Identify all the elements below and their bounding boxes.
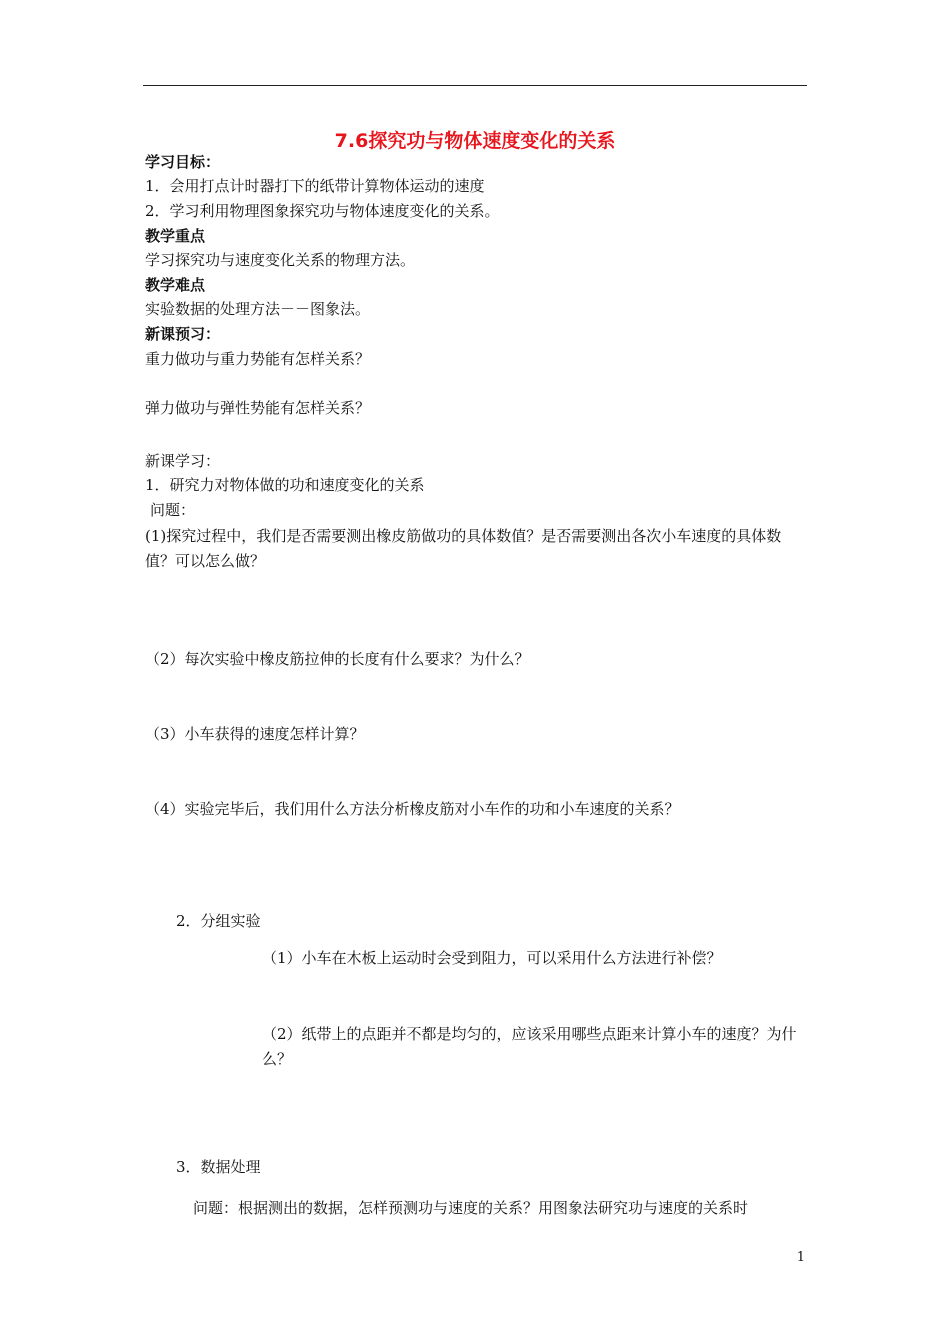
- section-1-heading: 1．研究力对物体做的功和速度变化的关系: [145, 476, 425, 494]
- question-label: 问题：: [150, 501, 196, 519]
- preview-question: 重力做功与重力势能有怎样关系？: [145, 350, 371, 368]
- key-point-heading: 教学重点: [145, 227, 206, 245]
- difficulty-heading: 教学难点: [145, 276, 206, 294]
- page-title: 7.6探究功与物体速度变化的关系: [334, 130, 616, 152]
- page-number: 1: [796, 1250, 805, 1265]
- key-point-text: 学习探究功与速度变化关系的物理方法。: [145, 251, 416, 269]
- study-heading: 新课学习：: [145, 452, 221, 470]
- data-processing-question: 问题：根据测出的数据，怎样预测功与速度的关系？用图象法研究功与速度的关系时: [193, 1199, 749, 1217]
- study-question-2: （2）每次实验中橡皮筋拉伸的长度有什么要求？为什么？: [145, 650, 530, 668]
- goal-item: 2．学习利用物理图象探究功与物体速度变化的关系。: [145, 202, 500, 220]
- goal-item: 1．会用打点计时器打下的纸带计算物体运动的速度: [145, 177, 485, 195]
- study-question-3: （3）小车获得的速度怎样计算？: [145, 725, 365, 743]
- section-3-heading: 3．数据处理: [176, 1158, 261, 1176]
- preview-heading: 新课预习：: [145, 325, 221, 343]
- section-2-heading: 2．分组实验: [176, 912, 261, 930]
- experiment-question-1: （1）小车在木板上运动时会受到阻力，可以采用什么方法进行补偿？: [262, 949, 722, 967]
- experiment-question-2: （2）纸带上的点距并不都是均匀的，应该采用哪些点距来计算小车的速度？为什么？: [262, 1025, 797, 1068]
- preview-question: 弹力做功与弹性势能有怎样关系？: [145, 399, 371, 417]
- goals-heading: 学习目标：: [145, 153, 221, 171]
- study-question-4: （4）实验完毕后，我们用什么方法分析橡皮筋对小车作的功和小车速度的关系？: [145, 800, 680, 818]
- difficulty-text: 实验数据的处理方法－－图象法。: [145, 300, 371, 318]
- header-rule: [143, 85, 807, 86]
- study-question-1: (1)探究过程中，我们是否需要测出橡皮筋做功的具体数值？是否需要测出各次小车速度的具体数值？可以怎么做？: [145, 527, 782, 570]
